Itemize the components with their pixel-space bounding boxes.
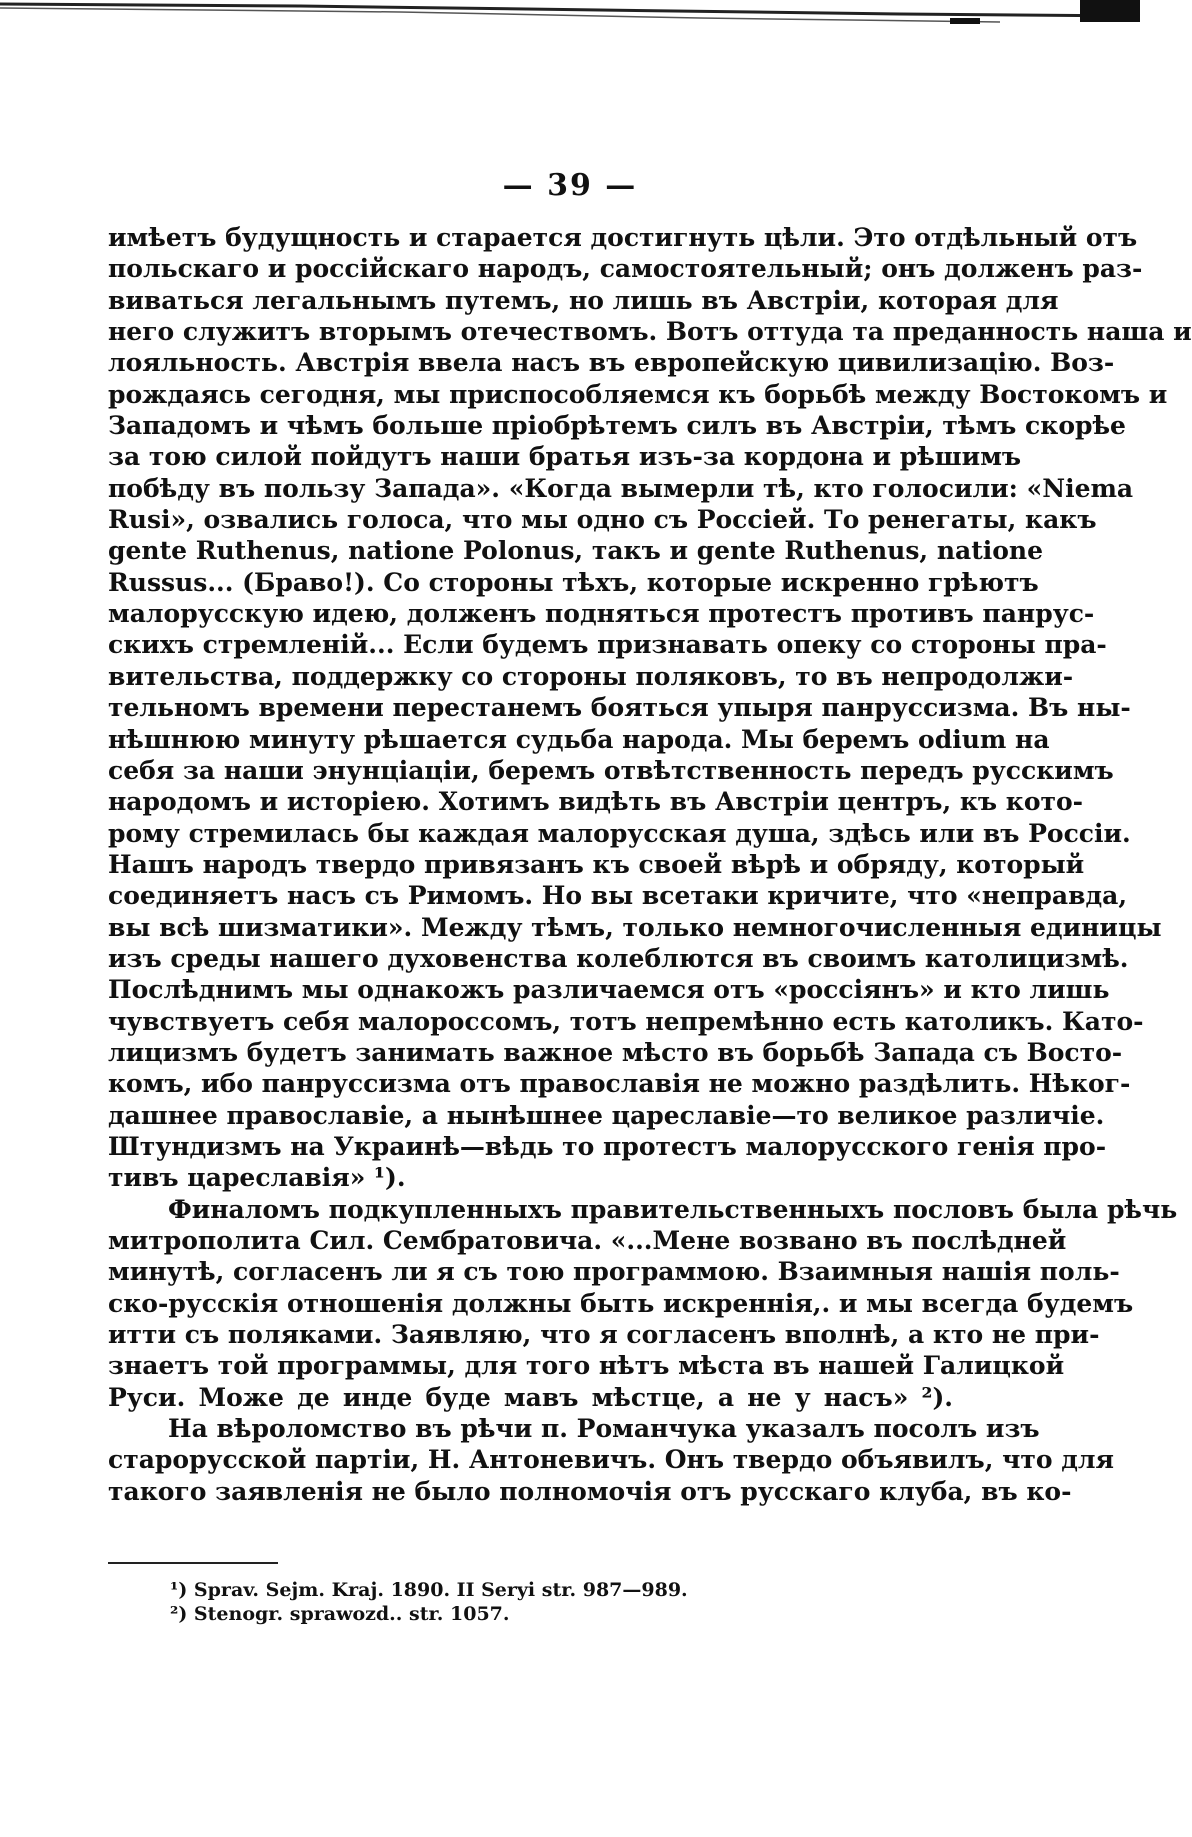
text-line: лояльность. Австрія ввела насъ въ европейскую цивилизацію. Воз- bbox=[108, 348, 1115, 378]
text-line: него служитъ вторымъ отечествомъ. Вотъ оттуда та преданность наша и bbox=[108, 317, 1192, 347]
text-line: Rusi», озвались голоса, что мы одно съ Россіей. То ренегаты, какъ bbox=[108, 505, 1097, 535]
text-line: народомъ и исторіею. Хотимъ видѣть въ Австріи центръ, къ кото- bbox=[108, 787, 1084, 817]
text-line: На вѣроломство въ рѣчи п. Романчука указалъ посолъ изъ bbox=[168, 1414, 1040, 1444]
text-line: старорусской партіи, Н. Антоневичъ. Онъ твердо объявилъ, что для bbox=[108, 1445, 1115, 1475]
text-line: рому стремилась бы каждая малорусская душа, здѣсь или въ Россіи. bbox=[108, 818, 1131, 848]
scan-edge-artifact bbox=[0, 0, 1140, 40]
text-line: ско-русскія отношенія должны быть искреннія,. и мы всегда будемъ bbox=[108, 1288, 1134, 1318]
text-line: нѣшнюю минуту рѣшается судьба народа. Мы беремъ odium на bbox=[108, 724, 1050, 754]
text-line: комъ, ибо панруссизма отъ православія не можно раздѣлить. Нѣког- bbox=[108, 1069, 1131, 1099]
text-line: за тою силой пойдутъ наши братья изъ-за кордона и рѣшимъ bbox=[108, 442, 1022, 472]
footnote: ¹) Sprav. Sejm. Kraj. 1890. II Seryi str. 987—989. bbox=[170, 1579, 688, 1601]
text-line: изъ среды нашего духовенства колеблются въ своимъ католицизмѣ. bbox=[108, 943, 1129, 973]
footnotes bbox=[170, 1578, 870, 1626]
main-text bbox=[108, 222, 1192, 1507]
text-line: знаетъ той программы, для того нѣтъ мѣста въ нашей Галицкой bbox=[108, 1351, 1065, 1381]
text-line: скихъ стремленій... Если будемъ признавать опеку со стороны пра- bbox=[108, 630, 1107, 660]
text-line: себя за наши энунціаціи, беремъ отвѣтственность передъ русскимъ bbox=[108, 755, 1114, 785]
text-line: чувствуетъ себя малороссомъ, тотъ непремѣнно есть католикъ. Като- bbox=[108, 1006, 1144, 1036]
text-line: виваться легальнымъ путемъ, но лишь въ Австріи, которая для bbox=[108, 285, 1059, 315]
text-line: вительства, поддержку со стороны поляковъ, то въ непродолжи- bbox=[108, 661, 1074, 691]
text-line: Западомъ и чѣмъ больше пріобрѣтемъ силъ въ Австріи, тѣмъ скорѣе bbox=[108, 411, 1126, 441]
text-line: итти съ поляками. Заявляю, что я согласенъ вполнѣ, а кто не при- bbox=[108, 1320, 1100, 1350]
text-line: минутѣ, согласенъ ли я съ тою программою. Взаимныя нашія поль- bbox=[108, 1257, 1120, 1287]
page-number: — 39 — bbox=[502, 168, 638, 203]
text-line: побѣду въ пользу Запада». «Когда вымерли тѣ, кто голосили: «Niema bbox=[108, 473, 1134, 503]
text-line: имѣетъ будущность и старается достигнуть цѣли. Это отдѣльный отъ bbox=[108, 223, 1138, 252]
text-line: Руси. Може де инде буде мавъ мѣстце, а не у насъ» ²). bbox=[108, 1382, 953, 1412]
text-line: Послѣднимъ мы однакожъ различаемся отъ «россіянъ» и кто лишь bbox=[108, 975, 1110, 1005]
text-line: Russus... (Браво!). Со стороны тѣхъ, которые искренно грѣютъ bbox=[108, 567, 1039, 597]
text-line: рождаясь сегодня, мы приспособляемся къ борьбѣ между Востокомъ и bbox=[108, 379, 1168, 409]
text-line: митрополита Сил. Сембратовича. «...Мене возвано въ послѣдней bbox=[108, 1226, 1067, 1255]
text-line: gente Ruthenus, natione Polonus, такъ и gente Ruthenus, natione bbox=[108, 536, 1044, 566]
footnote: ²) Stenogr. sprawozd.. str. 1057. bbox=[170, 1603, 510, 1625]
text-line: Финаломъ подкупленныхъ правительственныхъ пословъ была рѣчь bbox=[168, 1194, 1178, 1224]
text-line: Нашъ народъ твердо привязанъ къ своей вѣрѣ и обряду, который bbox=[108, 849, 1085, 879]
footnote-divider bbox=[108, 1562, 278, 1564]
text-line: тельномъ времени перестанемъ бояться упыря панруссизма. Въ ны- bbox=[108, 693, 1131, 723]
text-line: такого заявленія не было полномочія отъ русскаго клуба, въ ко- bbox=[108, 1476, 1072, 1506]
text-line: Штундизмъ на Украинѣ—вѣдь то протестъ малорусского генія про- bbox=[108, 1131, 1107, 1161]
text-line: вы всѣ шизматики». Между тѣмъ, только немногочисленныя единицы bbox=[108, 912, 1162, 942]
text-line: тивъ цареславія» ¹). bbox=[108, 1163, 406, 1193]
text-line: малорусскую идею, долженъ подняться протестъ противъ панрус- bbox=[108, 599, 1095, 629]
text-line: лицизмъ будетъ занимать важное мѣсто въ борьбѣ Запада съ Восто- bbox=[108, 1037, 1123, 1067]
text-line: польскаго и россійскаго народъ, самостоятельный; онъ долженъ раз- bbox=[108, 254, 1143, 284]
text-line: дашнее православіе, а нынѣшнее цареславіе—то великое различіе. bbox=[108, 1100, 1105, 1130]
text-line: соединяетъ насъ съ Римомъ. Но вы всетаки кричите, что «неправда, bbox=[108, 881, 1128, 911]
